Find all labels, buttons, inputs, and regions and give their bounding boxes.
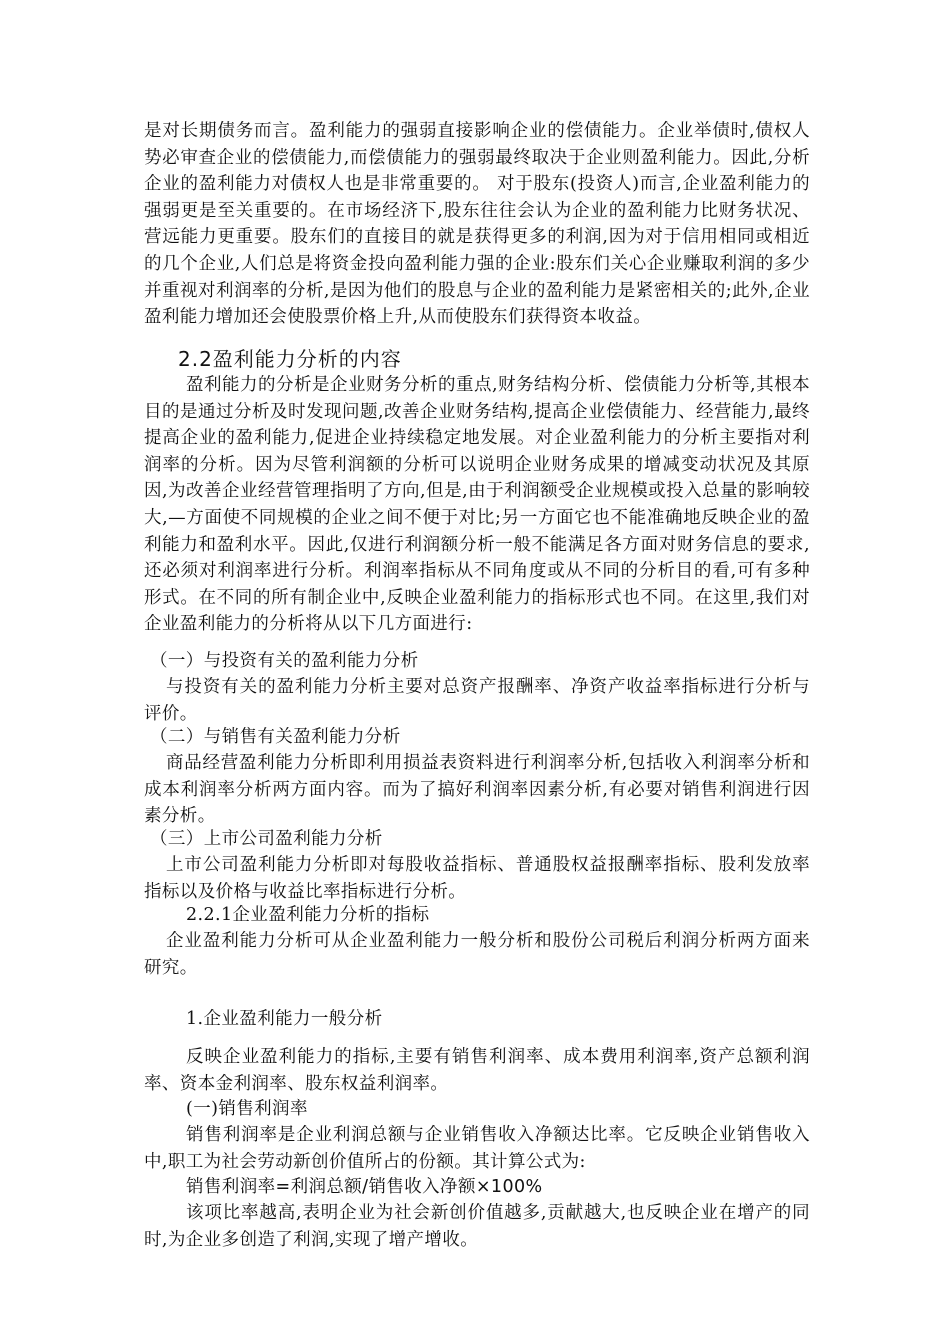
heading-2-2-1: 2.2.1企业盈利能力分析的指标 (186, 905, 430, 925)
paragraph-creditor-shareholder: 是对长期债务而言。盈利能力的强弱直接影响企业的偿债能力。企业举债时,债权人势必审查企业的偿债能力,而偿债能力的强弱最终取决于企业则盈利能力。因此,分析企业的盈利能力对债权人也是非常重要的。 对于股东(投资人)而言,企业盈利能力的强弱更是至关重要的。在市场经济下,股东往往会认为企业的盈利能力比财务状况、营远能力更重要。股东们的直接目的就是获得更多的利润,因为对于信用相同或相近的几个企业,人们总是将资金投向盈利能力强的企业:股东们关心企业赚取利润的多少并重视对利润率的分析,是因为他们的股息与企业的盈利能力是紧密相关的;此外,企业盈利能力增加还会使股票价格上升,从而使股东们获得资本收益。 (144, 121, 810, 328)
heading-general-analysis: 1.企业盈利能力一般分析 (186, 1009, 383, 1029)
section-title-sales: （二）与销售有关盈利能力分析 (150, 727, 401, 747)
section-title-investment: （一）与投资有关的盈利能力分析 (150, 651, 419, 671)
section-body-investment: 与投资有关的盈利能力分析主要对总资产报酬率、净资产收益率指标进行分析与评价。 (144, 677, 810, 724)
section-title-listed-company: （三）上市公司盈利能力分析 (150, 829, 383, 849)
paragraph-ratio-interpretation: 该项比率越高,表明企业为社会新创价值越多,贡献越大,也反映企业在增产的同时,为企业多创造了利润,实现了增产增收。 (144, 1203, 810, 1250)
paragraph-profitability-content: 盈利能力的分析是企业财务分析的重点,财务结构分析、偿债能力分析等,其根本目的是通过分析及时发现问题,改善企业财务结构,提高企业偿债能力、经营能力,最终提高企业的盈利能力,促进企业持续稳定地发展。对企业盈利能力的分析主要指对利润率的分析。因为尽管利润额的分析可以说明企业财务成果的增减变动状况及其原因,为改善企业经营管理指明了方向,但是,由于利润额受企业规模或投入总量的影响较大,—方面使不同规模的企业之间不便于对比;另一方面它也不能准确地反映企业的盈利能力和盈利水平。因此,仅进行利润额分析一般不能满足各方面对财务信息的要求,还必须对利润率进行分析。利润率指标从不同角度或从不同的分析目的看,可有多种形式。在不同的所有制企业中,反映企业盈利能力的指标形式也不同。在这里,我们对企业盈利能力的分析将从以下几方面进行: (144, 375, 810, 635)
section-body-listed-company: 上市公司盈利能力分析即对每股收益指标、普通股权益报酬率指标、股利发放率指标以及价格与收益比率指标进行分析。 (144, 855, 810, 902)
paragraph-indicators: 反映企业盈利能力的指标,主要有销售利润率、成本费用利润率,资产总额利润率、资本金利润率、股东权益利润率。 (144, 1047, 810, 1094)
heading-2-2: 2.2盈利能力分析的内容 (178, 347, 402, 371)
section-body-sales: 商品经营盈利能力分析即利用损益表资料进行利润率分析,包括收入利润率分析和成本利润率分析两方面内容。而为了搞好利润率因素分析,有必要对销售利润进行因素分析。 (144, 753, 810, 827)
formula-sales-profit-rate: 销售利润率=利润总额/销售收入净额×100% (186, 1177, 543, 1197)
paragraph-research-aspects: 企业盈利能力分析可从企业盈利能力一般分析和股份公司税后利润分析两方面来研究。 (144, 931, 810, 978)
subheading-sales-profit-rate: (一)销售利润率 (186, 1099, 308, 1119)
paragraph-sales-profit-rate-definition: 销售利润率是企业利润总额与企业销售收入净额达比率。它反映企业销售收入中,职工为社会劳动新创价值所占的份额。其计算公式为: (144, 1125, 810, 1172)
